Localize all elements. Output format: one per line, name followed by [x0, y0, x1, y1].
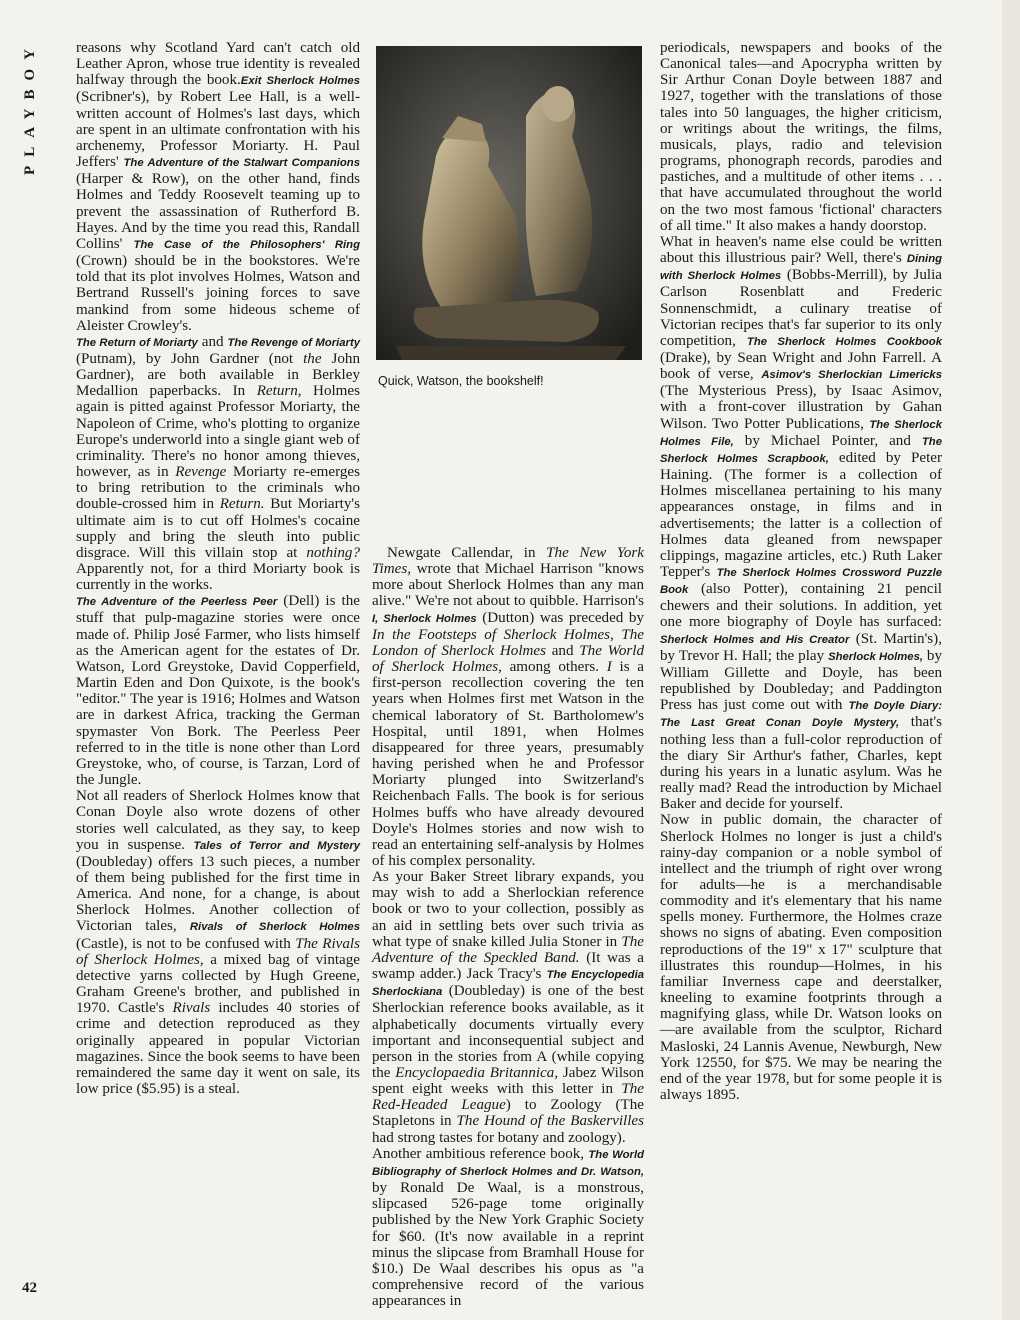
- paragraph: [660, 234, 942, 812]
- body-text: As your Baker Street library expands, you may wish to add a Sherlockian reference book or two to your collection, possibly as an aid in settling bets over such trivia as what type of snake killed Julia Stoner in: [372, 869, 644, 950]
- paragraph: [372, 1146, 644, 1310]
- body-text: What in heaven's name else could be written about this illustrious pair? Well, there's: [660, 233, 942, 267]
- body-text: (also Potter), containing 21 pencil chewers and their solutions. In addition, yet one more biography of Doyle has surfaced:: [660, 581, 942, 631]
- body-text: and: [197, 333, 228, 350]
- body-text: (It was a swamp adder.) Jack Tracy's: [372, 949, 644, 983]
- book-title: The Return of Moriarty: [76, 336, 198, 349]
- sculpture-image: [376, 46, 642, 360]
- body-text: (Harper & Row), on the other hand, finds Holmes and Teddy Roosevelt teaming up to prevent the assassination of Rutherford B. Hayes. And by the time you read this, Randall Collins': [76, 171, 360, 252]
- body-text: Apparently not, for a third Moriarty book is currently in the works.: [76, 561, 360, 594]
- italic-text: The Red-Headed League: [372, 1081, 644, 1114]
- body-text: John Gardner), are both available in Berkley Medallion paperbacks. In: [76, 350, 360, 400]
- body-text: (Doubleday) offers 13 such pieces, a number of them being published for the first time in America. And none, for a change, is about Sherlock Holmes. Another collection of Victorian tales,: [76, 853, 360, 935]
- book-title: The Sherlock Holmes Crossword Puzzle Book: [660, 567, 942, 597]
- book-title: The Revenge of Moriarty: [227, 336, 360, 349]
- italic-text: Return.: [219, 496, 265, 513]
- body-text: (Putnam), by John Gardner (not: [76, 350, 304, 367]
- body-text: (The Mysterious Press), by Isaac Asimov, with a front-cover illustration by Gahan Wilson. Two Potter Publications,: [660, 383, 942, 432]
- body-text: Holmes again is pitted against Professor Moriarty, the Napoleon of Crime, who's plotting to organize Europe's underworld into a single giant web of criminality. There's no honor among thieves, however, as in: [76, 383, 360, 481]
- body-text: Not all readers of Sherlock Holmes know that Conan Doyle also wrote dozens of other stories well calculated, as they say, to keep you in suspense.: [76, 788, 360, 853]
- paragraph: [372, 869, 644, 1146]
- body-text: (Drake), by Sean Wright and John Farrell. A book of verse,: [660, 349, 942, 383]
- book-title: The Sherlock Holmes File,: [660, 418, 942, 448]
- column-1: [76, 40, 360, 1097]
- masthead: PLAYBOY: [22, 40, 38, 175]
- body-text: periodicals, newspapers and books of the Canonical tales—and Apocrypha written by Sir Arthur Conan Doyle between 1887 and 1927, together with the translations of those tales into 50 languages, the higher criticism, or writings about the writings, the films, musicals, plays, radio and television programs, phonograph records, parodies and pastiches, and a multitude of other items . . . that have accumulated throughout the world on the two most famous 'fictional' characters of all time." It also makes a handy doorstop.: [660, 40, 942, 234]
- book-title: Sherlock Holmes,: [828, 650, 923, 663]
- italic-text: In the Footsteps of Sherlock Holmes, The London of Sherlock Holmes: [372, 626, 644, 659]
- book-title: The Doyle Diary: The Last Great Conan Doyle Mystery,: [660, 700, 942, 730]
- paragraph: [76, 334, 360, 594]
- italic-text: Revenge: [175, 464, 227, 481]
- page-number: 42: [22, 1280, 37, 1296]
- body-text: (Bobbs-Merrill), by Julia Carlson Rosenblatt and Frederic Sonnenschmidt, a culinary treatise of Victorian recipes that's far superior to its only competition,: [660, 267, 942, 349]
- body-text: (Dutton) was preceded by: [476, 609, 644, 626]
- body-text: Moriarty re-emerges to bring retribution to the criminals who double-crossed him in: [76, 464, 360, 513]
- body-text: that's nothing less than a full-color reproduction of the diary Sir Arthur's father, Charles, kept during his years in a lunatic asylum. Was he really mad? Read the introduction by Michael Baker and decide for yourself.: [660, 714, 942, 813]
- italic-text: The Adventure of the Speckled Band.: [372, 933, 644, 966]
- body-text: (Dell) is the stuff that pulp-magazine stories were once made of. Philip José Farmer, who lists himself as the American agent for the estates of Dr. Watson, Lord Greystoke, David Copperfield, Martin Eden and Don Quixote, is the book's "editor." The year is 1916; Holmes and Watson are in darkest Africa, tracking the German spymaster Von Bork. The Peerless Peer referred to in the title is none other than Lord Greystoke, who, of course, is Tarzan, Lord of the Jungle.: [76, 593, 360, 789]
- italic-text: The World of Sherlock Holmes,: [372, 642, 644, 676]
- book-title: The Encyclopedia Sherlockiana: [372, 969, 644, 999]
- book-title: The World Bibliography of Sherlock Holmes and Dr. Watson,: [372, 1148, 644, 1178]
- italic-text: Rivals: [172, 1000, 211, 1017]
- body-text: by William Gillette and Doyle, has been republished by Doubleday; and Paddington Press has just come out with: [660, 647, 942, 714]
- body-text: among others.: [501, 659, 607, 676]
- italic-text: Return,: [256, 383, 302, 400]
- book-title: Asimov's Sherlockian Limericks: [761, 369, 942, 382]
- body-text: a mixed bag of vintage detective yarns collected by Hugh Greene, Graham Greene's brother, and published in 1970. Castle's: [76, 951, 361, 1017]
- body-text: by Ronald De Waal, is a monstrous, slipcased 526-page tome originally published by the New York Graphic Society for $60. (It's now available in a reprint minus the slipcase from Bramhall House for $10.) De Waal describes his opus as "a comprehensive record of the various appearances in: [372, 1180, 644, 1310]
- body-text: (Crown) should be in the bookstores. We're told that its plot involves Holmes, Watson and Bertrand Russell's joining forces to save mankind from some hideous scheme of Aleister Crowley's.: [76, 253, 360, 334]
- book-title: The Sherlock Holmes Cookbook: [746, 335, 942, 348]
- italic-text: The New York Times,: [372, 545, 644, 578]
- photo-caption: Quick, Watson, the bookshelf!: [378, 374, 544, 388]
- italic-text: Encyclopaedia Britannica,: [395, 1065, 559, 1081]
- book-title: The Adventure of the Stalwart Companions: [123, 157, 360, 170]
- body-text: (Castle), is not to be confused with: [76, 935, 296, 952]
- body-text: wrote that Michael Harrison "knows more about Sherlock Holmes than any man alive." We're not about to quibble. Harrison's: [372, 561, 644, 610]
- body-text: Another ambitious reference book,: [372, 1145, 589, 1162]
- book-title: The Adventure of the Peerless Peer: [76, 596, 278, 609]
- paragraph: [76, 788, 360, 1097]
- italic-text: the: [303, 350, 322, 367]
- italic-text: nothing?: [306, 544, 360, 561]
- sculpture-photo: [376, 46, 642, 360]
- italic-text: The Hound of the Baskervilles: [456, 1113, 644, 1130]
- book-title: Exit Sherlock Holmes: [240, 75, 360, 88]
- book-title: Rivals of Sherlock Holmes: [189, 921, 360, 934]
- page-edge: [1002, 0, 1020, 1320]
- book-title: Tales of Terror and Mystery: [193, 839, 360, 852]
- body-text: (Scribner's), by Robert Lee Hall, is a well-written account of Holmes's last days, which are spent in an ultimate confrontation with his archenemy, Professor Moriarty. H. Paul Jeffers': [76, 89, 360, 171]
- body-text: ) to Zoology (The Stapletons in: [372, 1097, 644, 1130]
- paragraph: [76, 593, 360, 788]
- body-text: edited by Peter Haining. (The former is a collection of Holmes miscellanea pertaining to his many appearances onstage, in films and in advertisements; the latter is a collection of Holmes data gleaned from newspaper clippings, magazine articles, etc.) Ruth Laker Tepper's: [660, 449, 942, 580]
- book-title: The Case of the Philosophers' Ring: [133, 238, 360, 251]
- column-3: [660, 40, 942, 1103]
- italic-text: I: [606, 659, 612, 676]
- book-title: The Sherlock Holmes Scrapbook,: [660, 435, 942, 465]
- body-text: Newgate Callendar, in: [387, 545, 547, 561]
- book-title: Dining with Sherlock Holmes: [660, 253, 942, 283]
- body-text: (St. Martin's), by Trevor H. Hall; the play: [660, 630, 942, 664]
- body-text: Now in public domain, the character of Sherlock Holmes no longer is just a child's rainy-day companion or a noble symbol of intellect and the triumph of right over wrong for adults—he is a merchandisable commodity and it's elementary that his name spells money. Furthermore, the Holmes craze shows no signs of abating. Even composition reproductions of the 19" x 17" sculpture that illustrates this roundup—Holmes, in his familiar Inverness cape and deerstalker, kneeling to examine footprints through a magnifying glass, while Dr. Watson looks on—are available from the sculptor, Richard Masloski, 24 Lannis Avenue, Newburgh, New York 12550, for $75. We may be nearing the end of the year 1978, but for some people it is always 1895.: [660, 812, 942, 1103]
- body-text: But Moriarty's ultimate aim is to cut off Holmes's cocaine supply and bring the sleuth into public disgrace. Will this villain stop at: [76, 496, 360, 561]
- body-text: had strong tastes for botany and zoology).: [372, 1129, 626, 1146]
- body-text: by Michael Pointer, and: [733, 432, 922, 449]
- body-text: reasons why Scotland Yard can't catch old Leather Apron, whose true identity is revealed halfway through the book.: [76, 40, 360, 89]
- book-title: Sherlock Holmes and His Creator: [660, 633, 850, 646]
- body-text: includes 40 stories of crime and detection reproduced as they originally appeared in popular Victorian magazines. Since the book seems to have been remaindered the same day it went on sale, its low price ($5.95) is a steal.: [76, 1000, 360, 1097]
- book-title: I, Sherlock Holmes: [372, 612, 477, 625]
- body-text: is a first-person recollection covering the ten years when Holmes first met Watson in the chemical laboratory of St. Bartholomew's Hospital, until 1891, when Holmes disappeared for three years, presumably having perished when he and Professor Moriarty plunged into Switzerland's Reichenbach Falls. The book is for serious Holmes buffs who have already devoured Doyle's Holmes stories and now wish to read an entertaining self-analysis by Holmes of his complex personality.: [372, 659, 644, 869]
- italic-text: The Rivals of Sherlock Holmes,: [76, 935, 360, 968]
- body-text: (Doubleday) is one of the best Sherlockian reference books available, as it alphabetically documents virtually every important and inconsequential subject and person in the stories from A (while copying the: [372, 983, 644, 1081]
- body-text: Jabez Wilson spent eight weeks with this letter in: [372, 1065, 644, 1098]
- paragraph: [660, 812, 942, 1103]
- column-2: [372, 545, 644, 1309]
- body-text: and: [546, 642, 580, 659]
